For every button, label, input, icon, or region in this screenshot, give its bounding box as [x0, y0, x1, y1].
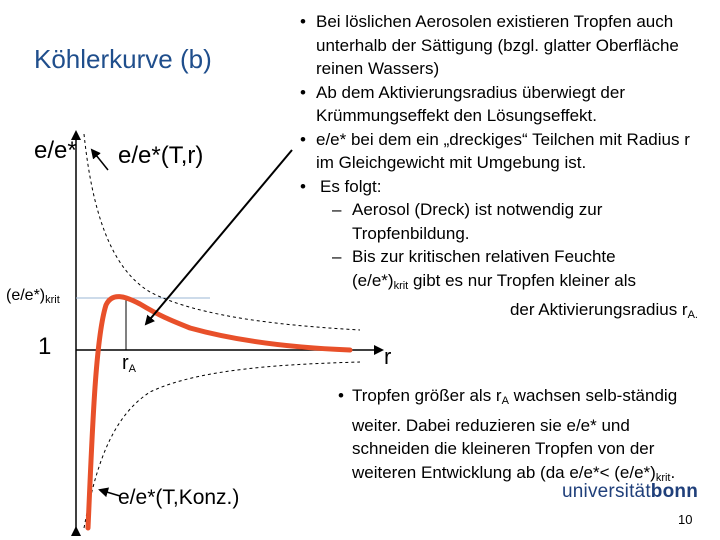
logo-text-light: universität — [562, 481, 651, 502]
sub-bullet-subscript: krit — [393, 279, 409, 292]
krit-label — [6, 287, 60, 306]
sub-bullet-item — [294, 245, 704, 298]
y-axis-label: e/e* — [34, 137, 77, 164]
arrow-bottom — [100, 490, 120, 496]
sub-bullet-continuation — [294, 298, 704, 328]
bullet-text: Ab dem Aktivierungsradius überwiegt der Krümmungseffekt den Lösungseffekt. — [316, 82, 625, 125]
krit-label-main: (e/e*) — [6, 287, 46, 304]
krit-label-sub: krit — [45, 294, 60, 306]
bullet-subscript: A — [501, 395, 509, 407]
sub-bullet-text: (e/e*) — [352, 270, 394, 290]
logo-text-bold: bonn — [650, 481, 699, 502]
ra-label — [122, 352, 136, 375]
bullet-item — [294, 128, 704, 175]
bullet-text: e/e* bei dem ein „dreckiges“ Teilchen mit Radius r im Gleichgewicht mit Umgebung ist. — [316, 129, 690, 172]
ra-label-main: r — [122, 352, 129, 374]
bullet-item — [294, 10, 704, 81]
bullet-dot-icon: • — [300, 12, 306, 31]
ra-label-sub: A — [128, 363, 137, 375]
x-axis-label: r — [384, 344, 392, 369]
bullet-item — [338, 384, 698, 490]
curve-label-top: e/e*(T,r) — [118, 142, 204, 169]
bullet-text: Es folgt: — [320, 176, 382, 196]
sub-bullet-text: Bis zur kritischen relativen Feuchte — [352, 247, 616, 266]
one-label: 1 — [38, 333, 52, 360]
sub-bullet-item — [294, 198, 704, 245]
bullet-dot-icon: • — [300, 129, 306, 149]
bullet-text: . — [670, 462, 676, 482]
bullet-item — [294, 175, 704, 199]
bullet-item — [294, 81, 704, 128]
bullet-text: Bei löslichen Aerosolen existieren Tropfen auch unterhalb der Sättigung (bzgl. glatter Oberfläche reinen Wassers) — [316, 12, 679, 78]
sub-bullet-subscript: A. — [687, 309, 698, 321]
curve-label-bottom: e/e*(T,Konz.) — [118, 486, 240, 509]
bullet-dot-icon: • — [338, 386, 344, 405]
bullet-list-2 — [338, 384, 698, 490]
bullet-list — [294, 10, 704, 328]
sub-bullet-text: gibt es nur Tropfen kleiner als — [408, 270, 636, 290]
arrow-top — [92, 150, 108, 170]
page-number: 10 — [678, 512, 693, 527]
arrow-bullet — [146, 150, 292, 324]
sub-bullet-text: der Aktivierungsradius r — [509, 300, 688, 319]
university-logo — [562, 481, 698, 503]
sub-bullet-text: Aerosol (Dreck) ist notwendig zur Tropfenbildung. — [352, 200, 603, 243]
bullet-subscript: krit — [655, 471, 671, 484]
bullet-text: Tropfen größer als r — [352, 386, 502, 405]
slide-title: Köhlerkurve (b) — [34, 44, 212, 74]
dash-icon: – — [332, 200, 342, 219]
bullet-dot-icon: • — [300, 82, 306, 102]
bullet-text: wachsen selb-ständig weiter. Dabei reduzieren sie e/e* und schneiden die kleineren Tropfen von der weiteren Entwicklung ab (da e/e*< (e/e*) — [352, 386, 678, 482]
dash-icon: – — [332, 247, 342, 266]
bullet-dot-icon: • — [300, 176, 306, 196]
